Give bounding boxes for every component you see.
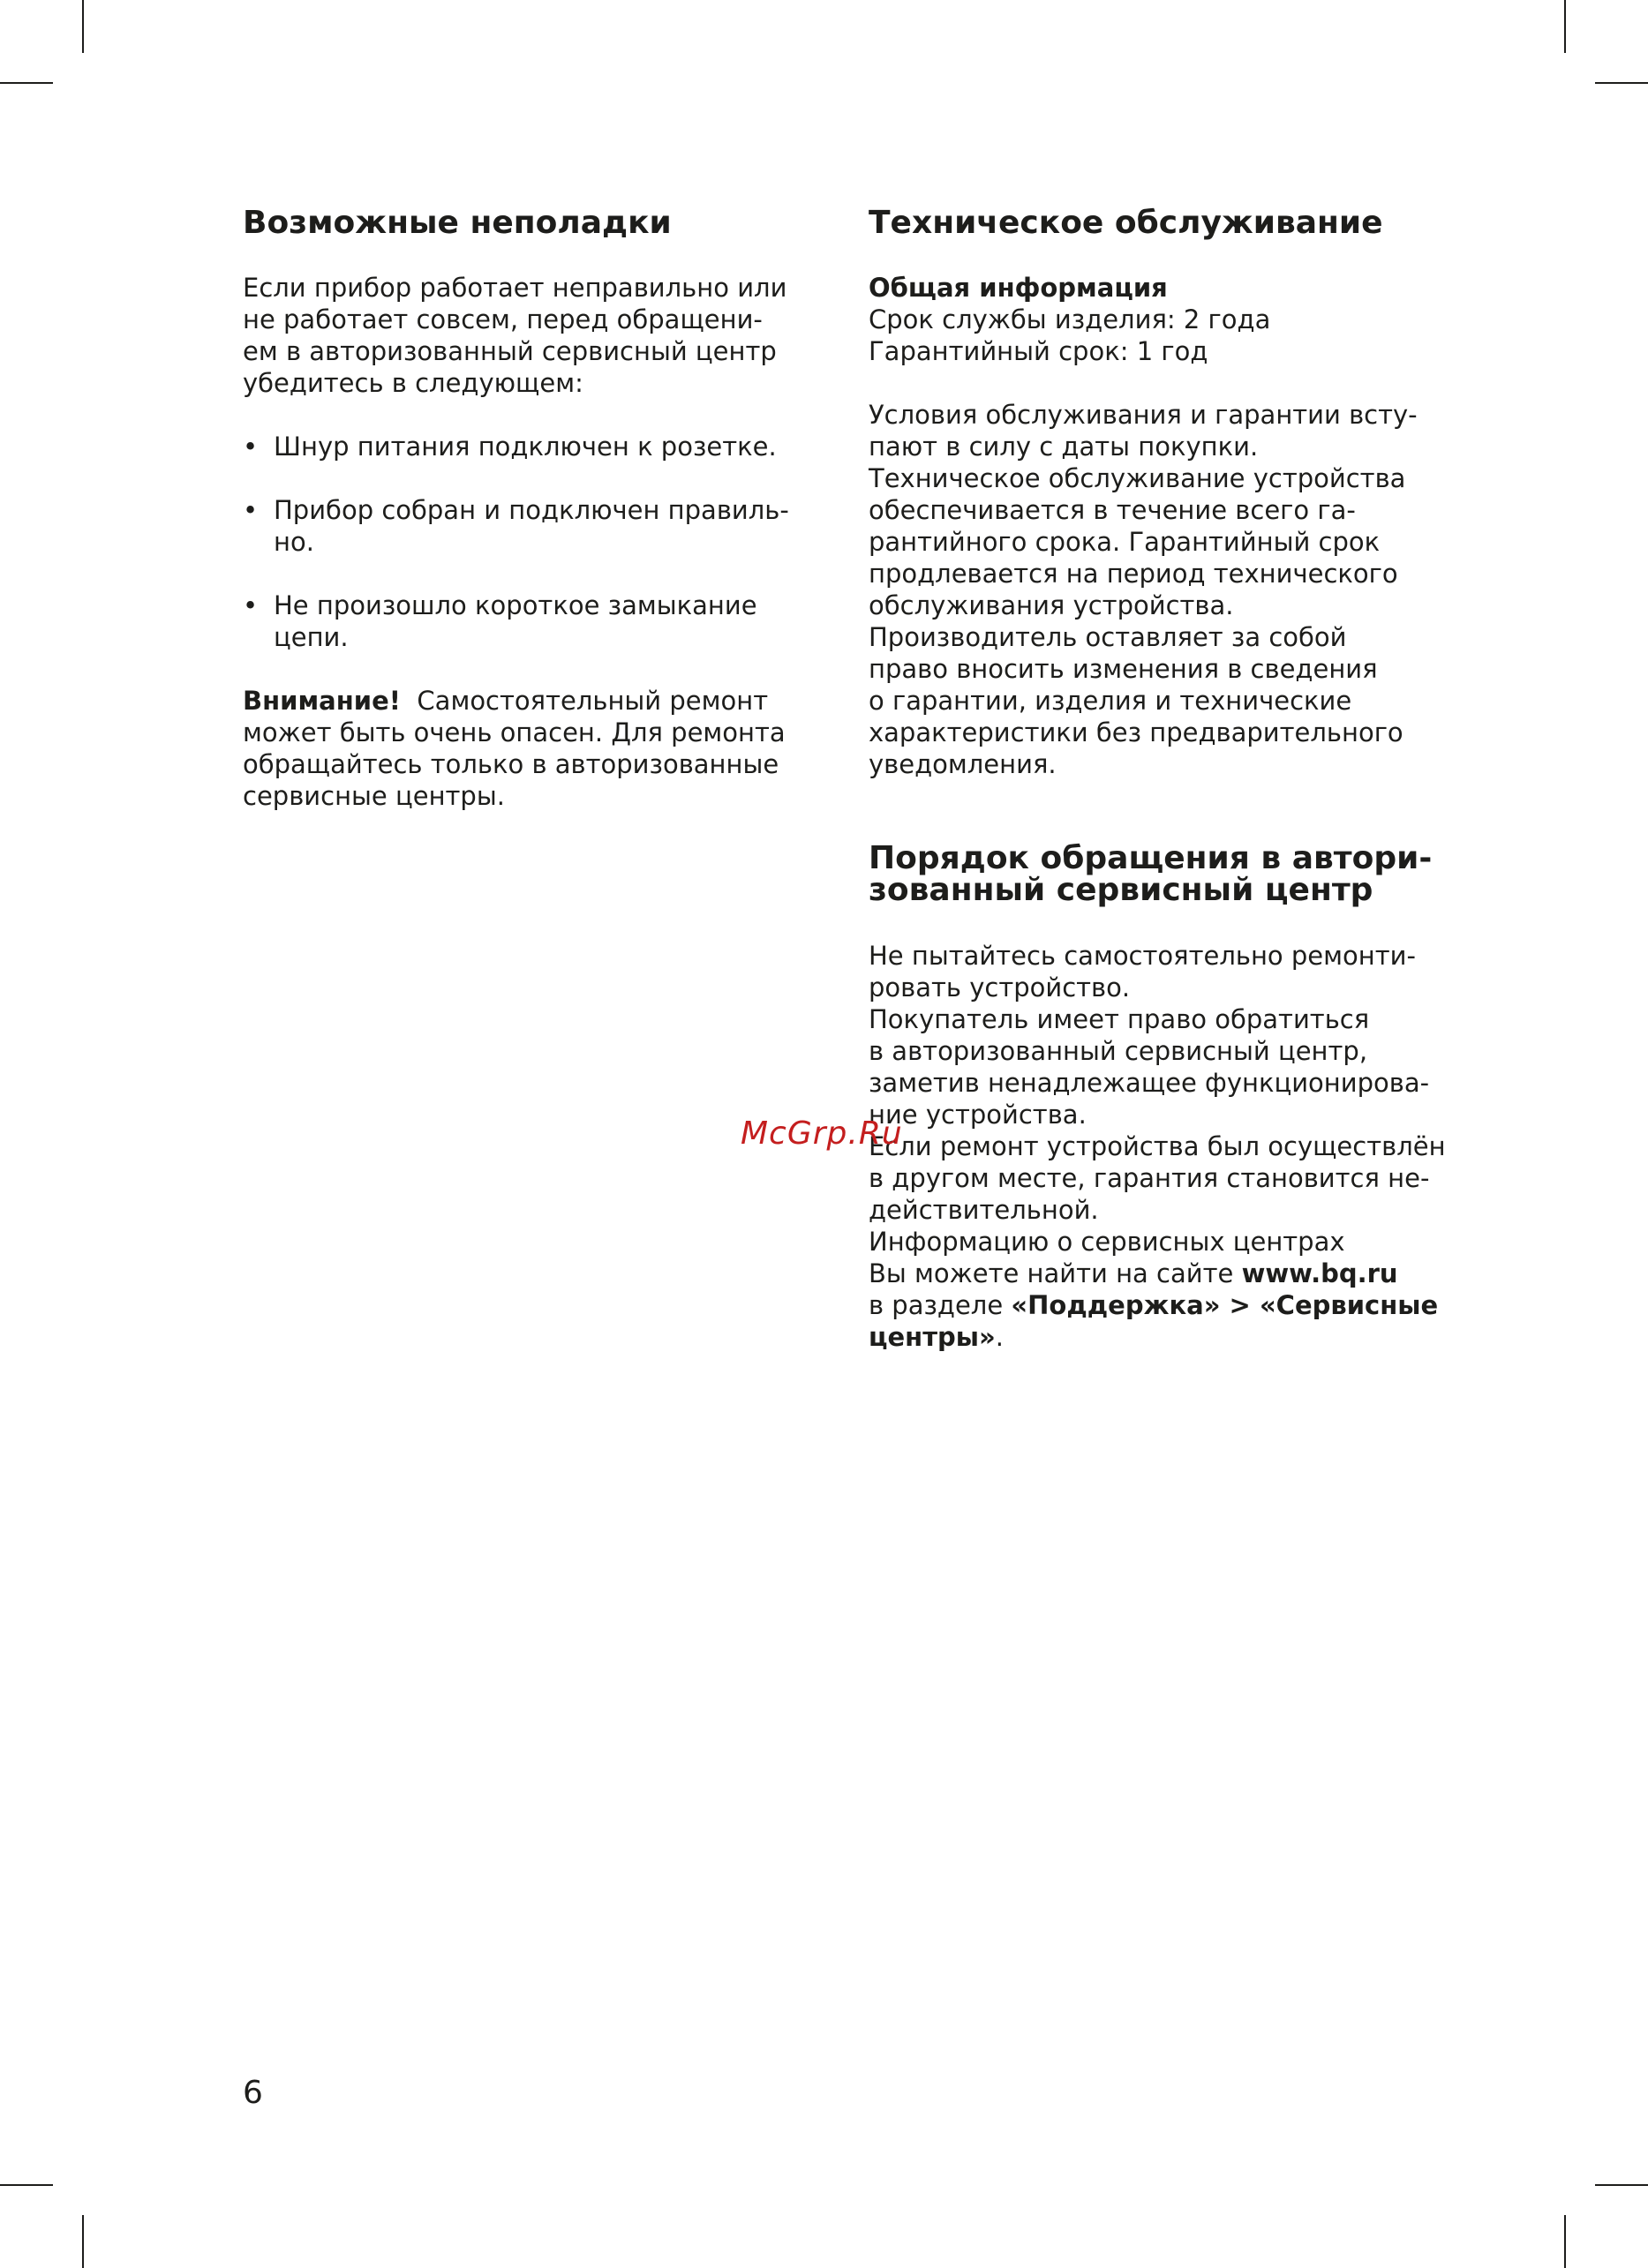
crop-mark	[82, 0, 84, 53]
troubleshooting-heading: Возможные неполадки	[243, 205, 672, 241]
service-procedure	[869, 940, 1446, 1353]
crop-mark	[82, 2215, 84, 2268]
intro-line: Если прибор работает неправильно или	[243, 273, 787, 303]
crop-mark	[1595, 2184, 1648, 2186]
intro-line: ем в авторизованный сервисный центр	[243, 336, 777, 366]
procedure-line: заметив ненадлежащее функционирова-	[869, 1068, 1430, 1098]
intro-line: убедитесь в следующем:	[243, 368, 583, 398]
crop-mark	[1595, 82, 1648, 84]
bullet-line: Прибор собран и подключен правиль-	[274, 495, 789, 525]
bullet-dot-icon: •	[243, 495, 259, 525]
warning-line: может быть очень опасен. Для ремонта	[243, 717, 786, 747]
conditions-line: пают в силу с даты покупки.	[869, 432, 1259, 462]
conditions-line: Условия обслуживания и гарантии всту-	[869, 400, 1418, 430]
procedure-line: ровать устройство.	[869, 973, 1131, 1003]
section-end: .	[995, 1322, 1004, 1352]
support-section-name: центры»	[869, 1322, 996, 1352]
procedure-line: в авторизованный сервисный центр,	[869, 1036, 1368, 1066]
heading-line: зованный сервисный центр	[869, 872, 1373, 908]
service-procedure-heading	[869, 840, 1433, 908]
procedure-line: в другом месте, гарантия становится не-	[869, 1163, 1430, 1193]
maintenance-heading: Техническое обслуживание	[869, 205, 1383, 241]
conditions-line: обслуживания устройства.	[869, 590, 1234, 620]
conditions-line: право вносить изменения в сведения	[869, 654, 1378, 684]
conditions-line: рантийного срока. Гарантийный срок	[869, 527, 1381, 557]
conditions-line: Производитель оставляет за собой	[869, 622, 1347, 652]
conditions-line: уведомления.	[869, 749, 1057, 779]
warning-line: обращайтесь только в авторизованные	[243, 749, 779, 779]
bullet-dot-icon: •	[243, 590, 259, 620]
bullet-line: цепи.	[274, 622, 349, 652]
bullet-line: но.	[274, 527, 314, 557]
section-prefix: в разделе	[869, 1290, 1004, 1320]
conditions-line: продлевается на период технического	[869, 559, 1398, 589]
procedure-line: Информацию о сервисных центрах	[869, 1227, 1345, 1257]
page-number: 6	[243, 2075, 263, 2111]
procedure-line: Покупатель имеет право обратиться	[869, 1004, 1370, 1034]
watermark: McGrp.Ru	[741, 1115, 903, 1152]
crop-mark	[1564, 0, 1566, 53]
procedure-line: Не пытайтесь самостоятельно ремонти-	[869, 941, 1416, 971]
procedure-line: Если ремонт устройства был осуществлён	[869, 1131, 1446, 1161]
troubleshooting-intro	[243, 272, 786, 399]
warning-paragraph	[243, 685, 786, 812]
procedure-line: ние устройства.	[869, 1100, 1087, 1130]
conditions-line: Техническое обслуживание устройства	[869, 463, 1406, 493]
intro-line: не работает совсем, перед обращени-	[243, 304, 763, 334]
crop-mark	[1564, 2215, 1566, 2268]
site-prefix: Вы можете найти на сайте	[869, 1258, 1234, 1288]
crop-mark	[0, 2184, 53, 2186]
bullet-line: Не произошло короткое замыкание	[274, 590, 757, 620]
conditions-line: о гарантии, изделия и технические	[869, 686, 1352, 716]
procedure-line: действительной.	[869, 1195, 1099, 1225]
warning-line: сервисные центры.	[243, 781, 505, 811]
warranty-conditions	[869, 399, 1418, 780]
general-info-title: Общая информация	[869, 273, 1168, 303]
warning-label: Внимание!	[243, 686, 401, 716]
bullet-dot-icon: •	[243, 432, 259, 462]
service-life: Срок службы изделия: 2 года	[869, 304, 1271, 334]
conditions-line: характеристики без предварительного	[869, 717, 1403, 747]
heading-line: Порядок обращения в автори-	[869, 840, 1433, 876]
warranty-period: Гарантийный срок: 1 год	[869, 336, 1208, 366]
bullet-line: Шнур питания подключен к розетке.	[274, 432, 777, 462]
support-section-name: «Поддержка» > «Сервисные	[1011, 1290, 1439, 1320]
conditions-line: обеспечивается в течение всего га-	[869, 495, 1356, 525]
general-info	[869, 272, 1270, 367]
site-link[interactable]: www.bq.ru	[1241, 1258, 1398, 1288]
warning-line: Самостоятельный ремонт	[417, 686, 769, 716]
crop-mark	[0, 82, 53, 84]
